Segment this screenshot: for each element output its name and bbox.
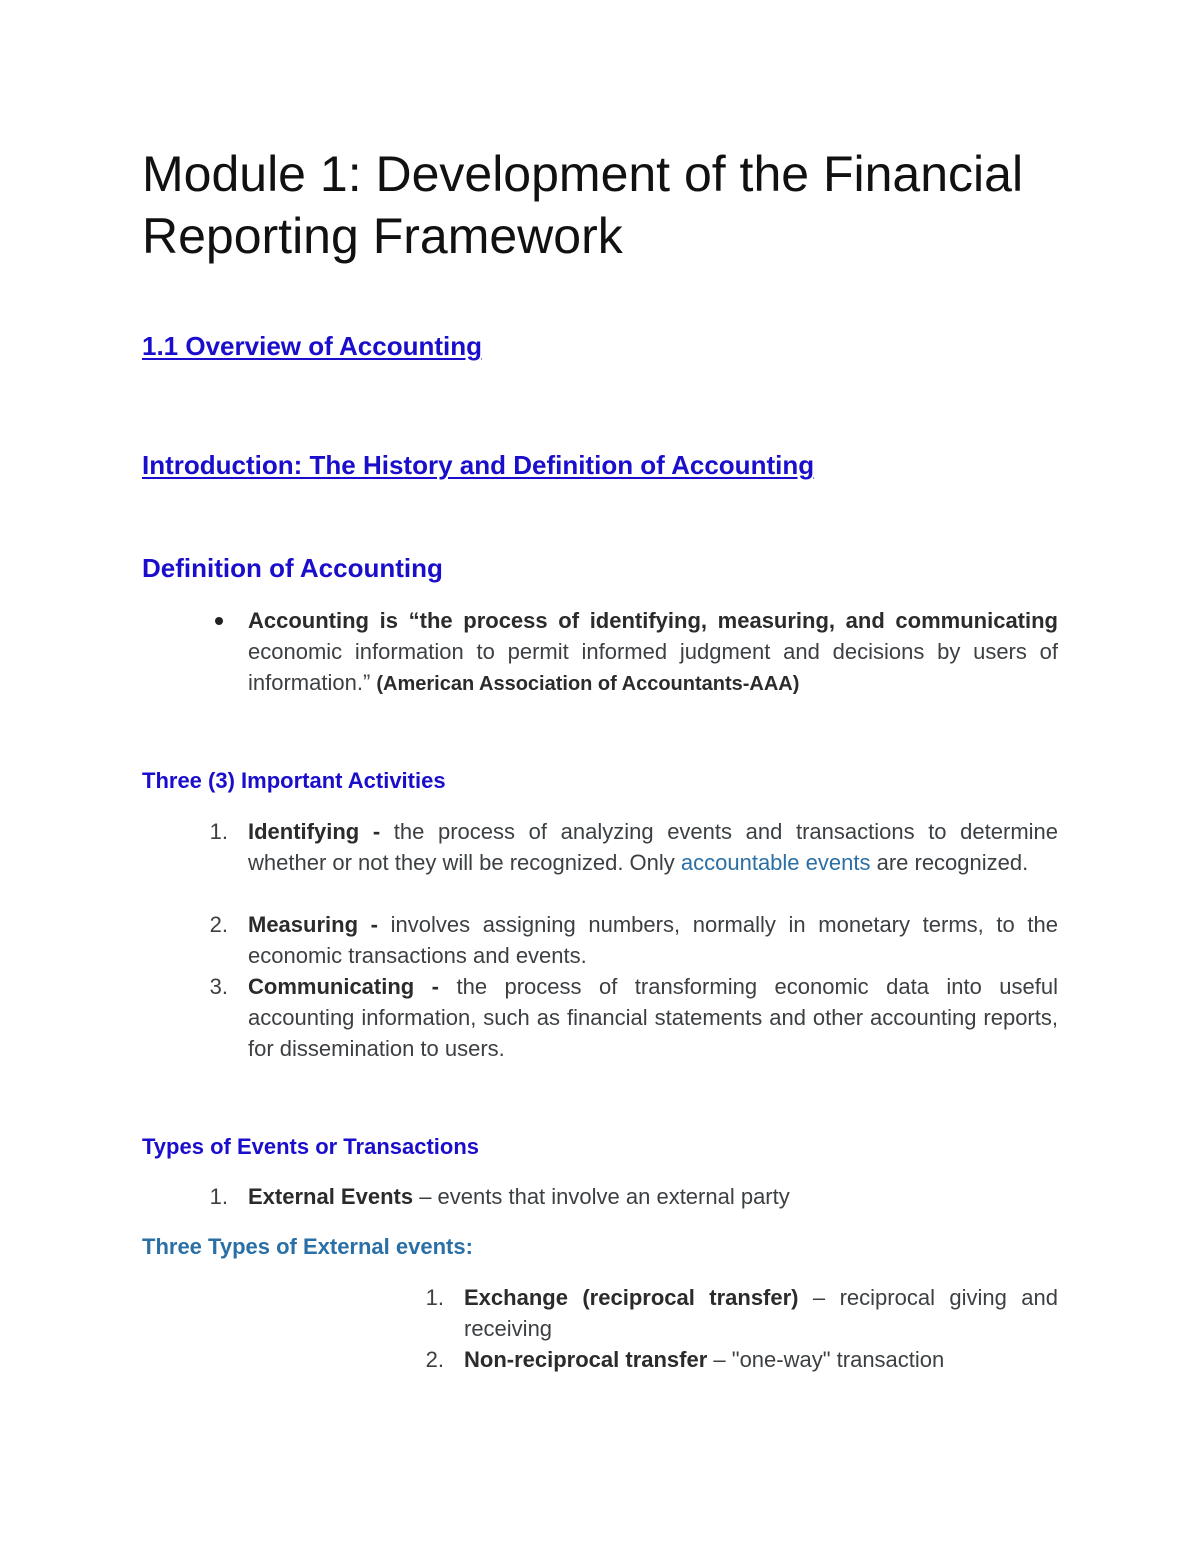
list-number: 1. [209, 819, 228, 844]
list-item-external-events [209, 1181, 1058, 1212]
list-item-non-reciprocal [425, 1344, 1058, 1375]
term-communicating: Communicating - [248, 974, 440, 999]
heading-important-activities: Three (3) Important Activities [142, 768, 446, 793]
list-item-communicating [209, 971, 1059, 1064]
measuring-text: involves assigning numbers, normally in monetary terms, to the economic transactions and events. [248, 912, 1058, 968]
external-events-text: – events that involve an external party [413, 1184, 790, 1209]
definition-bold-text: Accounting is “the process of identifying, measuring, and communicating [248, 608, 1058, 633]
non-reciprocal-text: – "one-way" transaction [707, 1347, 945, 1372]
term-non-reciprocal: Non-reciprocal transfer [464, 1347, 708, 1372]
definition-bullet [248, 605, 1058, 700]
identifying-text-b: are recognized. [870, 850, 1029, 875]
list-number: 1. [209, 1184, 228, 1209]
definition-text: economic information to permit informed judgment and decisions by users of information.” [248, 639, 1058, 695]
definition-source: (American Association of Accountants-AAA) [376, 673, 800, 695]
term-external-events: External Events [248, 1184, 414, 1209]
list-number: 3. [209, 974, 228, 999]
section-link-overview[interactable]: 1.1 Overview of Accounting [142, 331, 483, 361]
page-title: Module 1: Development of the Financial Reporting Framework [142, 146, 1024, 264]
communicating-text: the process of transforming economic data into useful accounting information, such as financial statements and other accounting reports, for dissemination to users. [248, 974, 1059, 1061]
heading-three-types-external-events: Three Types of External events: [142, 1234, 473, 1259]
list-item-measuring [209, 909, 1058, 971]
heading-definition-of-accounting: Definition of Accounting [142, 553, 443, 583]
bullet-dot-icon [215, 617, 223, 625]
exchange-text: – reciprocal giving and receiving [464, 1285, 1058, 1341]
list-item-exchange [425, 1282, 1058, 1344]
heading-types-of-events: Types of Events or Transactions [142, 1134, 480, 1159]
list-item-identifying [209, 816, 1058, 878]
term-exchange: Exchange (reciprocal transfer) [464, 1285, 799, 1310]
term-measuring: Measuring - [248, 912, 378, 937]
list-number: 1. [425, 1285, 444, 1310]
accountable-events-link[interactable]: accountable events [680, 850, 871, 875]
identifying-text-a: the process of analyzing events and transactions to determine whether or not they will be recognized. Only [248, 819, 1058, 875]
list-number: 2. [425, 1347, 444, 1372]
intro-link-history-definition[interactable]: Introduction: The History and Definition of Accounting [142, 450, 815, 480]
list-number: 2. [209, 912, 228, 937]
term-identifying: Identifying - [248, 819, 381, 844]
